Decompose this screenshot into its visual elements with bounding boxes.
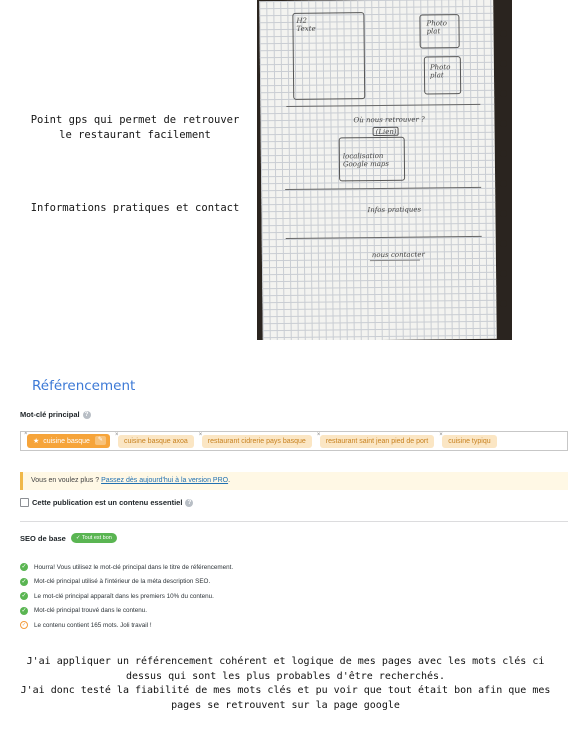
check-icon: ✓	[21, 607, 27, 614]
keyword-tag[interactable]: × restaurant cidrerie pays basque	[202, 435, 312, 448]
check-item: ✓ Le contenu contient 165 mots. Joli travail !	[21, 621, 152, 629]
conclusion-line-1: J'ai appliquer un référencement cohérent et logique de mes pages avec les mots clés ci dessus qui sont les plus probables d'être recherchés.	[26, 656, 545, 682]
remove-icon[interactable]: ×	[316, 431, 321, 438]
help-icon[interactable]: ?	[83, 411, 91, 419]
sketch-separator-2	[285, 187, 481, 190]
pro-link[interactable]: Passez dès aujourd'hui à la version PRO	[101, 477, 229, 484]
essential-content-option: Cette publication est un contenu essentiel ?	[20, 498, 193, 507]
pro-notice: Vous en voulez plus ? Passez dès aujourd'hui à la version PRO.	[20, 472, 568, 490]
status-badge: ✓ Tout est bon	[71, 533, 117, 543]
check-icon: ✓	[21, 578, 27, 585]
sketch-photo-2-text: Photo plat	[429, 63, 451, 80]
seo-checks-list	[20, 560, 233, 633]
keyword-tag[interactable]: × cuisine typiqu	[442, 435, 496, 448]
check-item: ✓ Le mot-clé principal apparaît dans les premiers 10% du contenu.	[21, 592, 214, 600]
help-icon[interactable]: ?	[185, 499, 193, 507]
sketch-footer-underline	[370, 260, 420, 262]
warning-icon: ✓	[21, 622, 27, 629]
sketch-separator-3	[286, 236, 482, 239]
remove-icon[interactable]: ×	[24, 431, 28, 437]
divider	[20, 521, 568, 522]
sketch-h2-text: H2 Texte	[296, 16, 316, 33]
info-annotation: Informations pratiques et contact	[30, 202, 240, 214]
keyword-tag[interactable]: × cuisine basque axoa	[118, 435, 194, 448]
sketch-separator-1	[286, 104, 480, 107]
grid-paper	[259, 0, 497, 340]
conclusion-line-2: J'ai donc testé la fiabilité de mes mots clés et pu voir que tout était bon afin que mes pages se retrouvent sur la page google	[20, 685, 551, 711]
remove-icon[interactable]: ×	[114, 431, 119, 438]
sketch-link-text: (Lien)	[375, 127, 397, 137]
star-icon: ★	[33, 438, 40, 445]
paper-holes	[496, 0, 510, 340]
check-icon: ✓	[21, 564, 27, 571]
keyword-tag-primary[interactable]: × ★ cuisine basque ✎	[27, 434, 110, 448]
keyword-input[interactable]	[20, 431, 568, 451]
check-item: ✓ Mot-clé principal trouvé dans le contenu.	[21, 607, 148, 615]
sketch-where-text: Où nous retrouver ?	[353, 115, 425, 125]
essential-checkbox[interactable]	[20, 498, 29, 507]
sketch-footer-text: nous contacter	[371, 250, 425, 260]
basic-seo-header[interactable]: SEO de base ✓ Tout est bon	[20, 533, 117, 543]
sketch-map-text: localisation Google maps	[342, 151, 389, 169]
remove-icon[interactable]: ×	[198, 431, 203, 438]
keyword-label: Mot-clé principal ?	[20, 410, 564, 419]
sketch-photo-1-text: Photo plat	[426, 19, 447, 36]
gps-annotation: Point gps qui permet de retrouver le restaurant facilement	[30, 114, 240, 141]
keyword-tag[interactable]: × restaurant saint jean pied de port	[320, 435, 434, 448]
check-item: ✓ Mot-clé principal utilisé à l'intérieur de la méta description SEO.	[21, 578, 211, 586]
edit-icon[interactable]: ✎	[95, 436, 106, 445]
conclusion-text	[10, 655, 561, 713]
sketch-photo	[257, 0, 512, 340]
check-icon: ✓	[21, 593, 27, 600]
sketch-info-text: Infos pratiques	[367, 205, 422, 215]
remove-icon[interactable]: ×	[439, 431, 443, 438]
seo-panel	[20, 410, 564, 629]
check-item: ✓ Hourra! Vous utilisez le mot-clé principal dans le titre de référencement.	[21, 563, 234, 571]
section-heading: Référencement	[32, 378, 136, 394]
